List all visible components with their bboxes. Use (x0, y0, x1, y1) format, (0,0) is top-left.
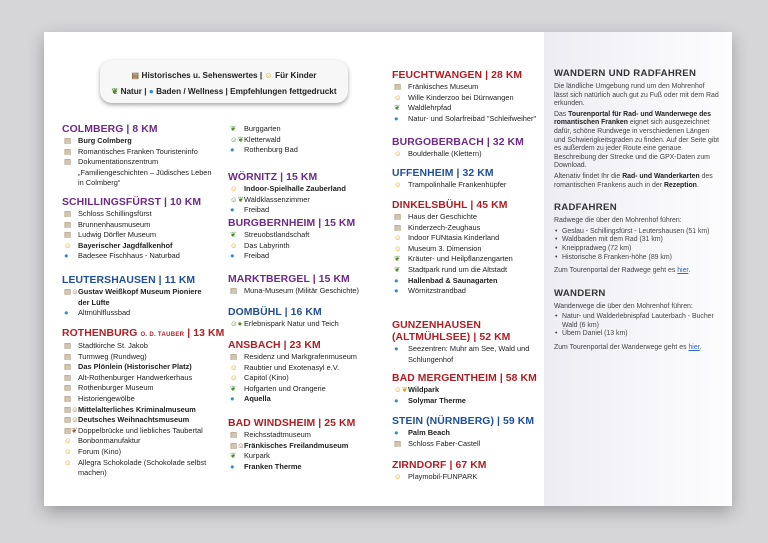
museum-icon: ▤ (64, 209, 72, 218)
section-marktbergel (228, 274, 378, 297)
list-item: ☺ Boulderhalle (Klettern) (394, 149, 482, 158)
section-title-line-2: (ALTMÜHLSEE) | 52 KM (392, 332, 511, 343)
list-item: ☺❦ Wildpark (394, 385, 440, 394)
museum-icon: ▤ (394, 222, 402, 232)
legend-line-2 (100, 84, 348, 100)
list-item: ▤ Kinderzech-Zeughaus (394, 222, 481, 232)
list-item: ☺❦ Waldklassenzimmer (230, 194, 310, 204)
list-item: ▤ Romantisches Franken Touristeninfo (64, 146, 198, 156)
list-item: ● Freibad (230, 251, 270, 261)
list-item: ▤ Fränkisches Museum (394, 82, 479, 91)
list-item: ● Hallenbad & Saunagarten (394, 275, 498, 285)
list-item: ☺ Wille Kinderzoo bei Dürrwangen (394, 92, 514, 102)
list-item: ● Seezentren: Muhr am See, Wald und Schlungenhof (394, 344, 530, 364)
smiley-icon: ☺ (264, 71, 273, 80)
section-title: ANSBACH | 23 KM (228, 340, 321, 351)
section-rothenburg-continued (228, 124, 378, 156)
section-dombuehl (228, 307, 378, 330)
water-drop-icon: ● (394, 428, 399, 437)
tourenportal-paragraph: Das Tourenportal für Rad- und Wanderwege des romantischen Franken eignet sich ausgezeichnet dafür, schöne Rundwege in verschiedenen Längen und Schwierigkeitsgraden zu finden. Auf der Seite gibt es außerdem zu jeder Route eine genaue Beschreibung der Strecke und die GPX-Daten zum Download. (554, 110, 720, 170)
leaf-icon: ☺❦ (230, 134, 244, 144)
list-item: ▤☺ Gustav Weißkopf Museum Pioniere der Lüfte (64, 287, 202, 307)
leaf-icon: ❦ (230, 230, 237, 239)
list-item: ☺ Das Labyrinth (230, 240, 290, 250)
section-zirndorf (392, 460, 542, 483)
section-woernitz (228, 172, 378, 216)
museum-icon: ▤ (230, 352, 238, 361)
leaf-icon: ❦ (111, 87, 119, 96)
museum-icon: ▤ (64, 146, 72, 156)
smiley-icon: ☺ (394, 149, 402, 158)
list-item: ● Solymar Therme (394, 395, 466, 405)
list-item: ☺ Trampolinhalle Frankenhüpfer (394, 180, 507, 189)
leaf-icon: ☺❦ (230, 194, 244, 204)
list-item: ● Wörnitzstrandbad (394, 286, 466, 296)
section-title: FEUCHTWANGEN | 28 KM (392, 70, 523, 81)
museum-icon: ▤ (64, 230, 72, 240)
list-item: ● Rothenburg Bad (230, 145, 298, 155)
water-drop-icon: ● (230, 205, 235, 215)
list-item: • Geslau - Schillingsfürst - Leutershausen (51 km) (554, 228, 720, 237)
water-drop-icon: ● (230, 251, 235, 261)
list-item: ▤ Residenz und Markgrafenmuseum (230, 352, 357, 361)
wanderwege-link[interactable]: hier (688, 344, 700, 352)
museum-icon: ▤ (64, 136, 72, 145)
section-badmergentheim (392, 373, 542, 406)
section-title: WÖRNITZ | 15 KM (228, 172, 318, 183)
list-item: ☺ Raubtier und Exotenasyl e.V. (230, 362, 340, 372)
legend-nature: Natur | (120, 87, 147, 96)
list-item: ▤ Das Plönlein (Historischer Platz) (64, 362, 192, 372)
list-item: ● Palm Beach (394, 428, 450, 437)
leaf-icon: ❦ (230, 124, 237, 133)
legend-box (100, 60, 348, 103)
list-item: ❦ Streuobstlandschaft (230, 230, 310, 239)
section-title: SCHILLINGSFÜRST | 10 KM (62, 197, 202, 208)
smiley-icon: ☺ (394, 472, 402, 481)
museum-icon: ▤☺ (64, 404, 79, 414)
smiley-icon: ☺ (230, 240, 238, 250)
list-item: • Kneippradweg (72 km) (554, 245, 720, 254)
museum-icon: ▤☺ (64, 415, 79, 425)
leaf-icon: ❦ (230, 383, 237, 393)
section-burgbernheim (228, 218, 378, 262)
water-drop-icon: ● (148, 87, 154, 96)
radwege-link-text: Zum Tourenportal der Radwege geht es hier. (554, 267, 691, 275)
list-item: ❦ Kurpark (230, 451, 270, 461)
smiley-icon: ☺ (64, 457, 72, 467)
list-item: ☺ Bayerischer Jagdfalkenhof (64, 240, 173, 250)
museum-icon: ▤ (64, 341, 72, 350)
list-item: ▤☺ Deutsches Weihnachtsmuseum (64, 415, 190, 425)
list-item: ▤ Ludwig Dörfler Museum (64, 230, 157, 240)
legend-bath: Baden / Wellness | (156, 87, 228, 96)
list-item: ☺ Allegra Schokolade (Schokolade selbst machen) (64, 457, 207, 478)
list-item: ▤ Stadtkirche St. Jakob (64, 341, 148, 350)
water-drop-icon: ● (394, 395, 399, 405)
section-title: GUNZENHAUSEN (392, 320, 481, 331)
museum-icon: ▤ (64, 157, 72, 167)
smiley-icon: ☺ (394, 233, 402, 243)
museum-icon: ▤ (394, 82, 402, 91)
list-item: • Historische 8 Franken-höhe (89 km) (554, 254, 720, 263)
list-item: ❦ Hofgarten und Orangerie (230, 383, 326, 393)
radwege-intro: Radwege die über den Mohrenhof führen: (554, 217, 682, 225)
legend-historic: Historisches u. Sehenswertes | (141, 71, 263, 80)
water-drop-icon: ● (230, 145, 235, 155)
water-drop-icon: ● (394, 275, 399, 285)
wandern-radfahren-title: WANDERN UND RADFAHREN (554, 68, 697, 79)
museum-icon: ▤ (394, 212, 402, 221)
museum-icon: ▤ (64, 351, 72, 361)
section-colmberg (62, 124, 212, 189)
museum-icon: ▤☺ (230, 440, 245, 450)
section-ansbach (228, 340, 378, 405)
list-item: ▤ Burg Colmberg (64, 136, 132, 145)
museum-icon: ▤ (230, 430, 238, 439)
water-drop-icon: ● (394, 344, 399, 353)
wanderwege-list (554, 313, 720, 339)
section-title: ROTHENBURG O. D. TAUBER | 13 KM (62, 328, 225, 339)
list-item: ▤ Turmweg (Rundweg) (64, 351, 147, 361)
smiley-icon: ☺ (230, 373, 238, 383)
radwege-list (554, 228, 720, 262)
section-title: BAD WINDSHEIM | 25 KM (228, 418, 356, 429)
list-item: ❦ Stadtpark rund um die Altstadt (394, 264, 508, 274)
list-item: ▤ Schloss Faber-Castell (394, 438, 481, 448)
museum-icon: ▤❦ (64, 425, 78, 435)
water-drop-icon: ● (394, 286, 399, 296)
museum-icon: ▤ (230, 286, 238, 295)
leaf-icon: ❦ (394, 264, 401, 274)
wandern-title: WANDERN (554, 287, 606, 299)
list-item: ▤❦ Doppelbrücke und liebliches Taubertal (64, 425, 203, 435)
list-item: ● Freibad (230, 205, 270, 215)
water-drop-icon: ● (230, 461, 235, 471)
section-title: MARKTBERGEL | 15 KM (228, 274, 350, 285)
list-item: ▤ Alt-Rothenburger Handwerkerhaus (64, 372, 193, 382)
list-item: ☺ Forum (Kino) (64, 446, 122, 456)
section-title: ZIRNDORF | 67 KM (392, 460, 487, 471)
list-item: ▤ Schloss Schillingsfürst (64, 209, 152, 218)
sidebar-panel (544, 32, 732, 506)
list-item: ▤ Muna-Museum (Militär Geschichte) (230, 286, 359, 295)
list-item: ▤ Reichsstadtmuseum (230, 430, 311, 439)
list-item: • Natur- und Walderlebnispfad Lauterbach - Bucher Wald (6 km) (554, 313, 720, 330)
list-item: ▤ Brunnenhausmuseum (64, 219, 151, 229)
section-leutershausen (62, 275, 212, 319)
list-item: ▤☺ Mittelalterliches Kriminalmuseum (64, 404, 196, 414)
list-item: ▤ Haus der Geschichte (394, 212, 478, 221)
museum-icon: ▤ (131, 71, 140, 80)
museum-icon: ▤☺ (64, 287, 79, 296)
water-drop-icon: ● (394, 113, 399, 123)
list-item: ☺ Indoor-Spielhalle Zauberland (230, 184, 346, 193)
leaf-icon: ☺● (230, 319, 243, 328)
list-item: ❦ Waldlehrpfad (394, 103, 452, 113)
section-title: DOMBÜHL | 16 KM (228, 307, 322, 318)
museum-icon: ▤ (64, 372, 72, 382)
section-rothenburg (62, 328, 225, 479)
list-item: ▤ Dokumentationszentrum „Familiengeschichten – Jüdisches Leben in Colmberg“ (64, 157, 212, 188)
brochure-page (44, 32, 732, 506)
wanderwege-intro: Wanderwege die über den Mohrenhof führen: (554, 302, 693, 310)
list-item: ▤☺ Fränkisches Freilandmuseum (230, 440, 349, 450)
section-title: STEIN (NÜRNBERG) | 59 KM (392, 416, 535, 427)
smiley-icon: ☺ (64, 240, 72, 250)
list-item: ▤ Historiengewölbe (64, 393, 135, 403)
section-title: LEUTERSHAUSEN | 11 KM (62, 275, 196, 286)
list-item: ▤ Rothenburger Museum (64, 383, 154, 393)
leaf-icon: ❦ (230, 451, 237, 461)
list-item: ● Natur- und Solarfreibad "Schleifweiher" (394, 113, 537, 123)
radwege-link[interactable]: hier (677, 267, 689, 275)
list-item: • Übern Daniel (13 km) (554, 330, 720, 339)
water-drop-icon: ● (64, 251, 69, 261)
section-title: BURGBERNHEIM | 15 KM (228, 218, 356, 229)
list-item: ❦ Kräuter- und Heilpflanzengarten (394, 254, 513, 264)
smiley-icon: ☺ (394, 243, 402, 253)
list-item: • Waldbaden mit dem Rad (31 km) (554, 236, 720, 245)
legend-kids: Für Kinder (275, 71, 317, 80)
radfahren-title: RADFAHREN (554, 202, 617, 214)
list-item: ☺❦ Kletterwald (230, 134, 281, 144)
section-title: BAD MERGENTHEIM | 58 KM (392, 373, 537, 384)
legend-line-1 (100, 68, 348, 84)
list-item: ● Aquella (230, 394, 271, 404)
smiley-icon: ☺ (230, 184, 238, 193)
water-drop-icon: ● (230, 394, 235, 404)
section-gunzenhausen (392, 320, 542, 365)
smiley-icon: ☺ (394, 180, 402, 189)
museum-icon: ▤ (64, 362, 72, 372)
list-item: ☺ Playmobil-FUNPARK (394, 472, 478, 481)
list-item: ☺ Museum 3. Dimension (394, 243, 482, 253)
list-item: ❦ Burggarten (230, 124, 281, 133)
smiley-icon: ☺ (394, 92, 402, 102)
section-stein (392, 416, 542, 449)
smiley-icon: ☺❦ (394, 385, 408, 394)
museum-icon: ▤ (394, 438, 402, 448)
section-title: UFFENHEIM | 32 KM (392, 168, 494, 179)
list-item: ☺ Capitol (Kino) (230, 373, 289, 383)
water-drop-icon: ● (64, 308, 69, 318)
legend-recommend: Empfehlungen fettgedruckt (230, 87, 337, 96)
karten-paragraph: Altenativ findet Ihr die Rad- und Wanderkarten des romantischen Frankens auch in der Rezeption. (554, 172, 713, 189)
museum-icon: ▤ (64, 219, 72, 229)
museum-icon: ▤ (64, 383, 72, 393)
section-badwindsheim (228, 418, 378, 472)
section-feuchtwangen (392, 70, 542, 124)
section-title: BURGOBERBACH | 32 KM (392, 137, 524, 148)
list-item: ● Altmühlflussbad (64, 308, 131, 318)
section-title: DINKELSBÜHL | 45 KM (392, 200, 508, 211)
list-item: ● Badesee Fischhaus - Naturbad (64, 251, 180, 261)
museum-icon: ▤ (64, 393, 72, 403)
section-title: COLMBERG | 8 KM (62, 124, 158, 135)
list-item: ☺ Bonbonmanufaktur (64, 436, 141, 446)
smiley-icon: ☺ (64, 436, 72, 446)
smiley-icon: ☺ (230, 362, 238, 372)
list-item: ● Franken Therme (230, 461, 302, 471)
list-item: ☺● Erlebnispark Natur und Teich (230, 319, 339, 328)
intro-paragraph: Die ländliche Umgebung rund um den Mohrenhof lässt sich natürlich auch gut zu Fuß oder mit dem Rad erkunden. (554, 83, 719, 108)
section-schillingsfuerst (62, 197, 212, 262)
section-uffenheim (392, 168, 542, 191)
section-dinkelsbuehl (392, 200, 542, 297)
smiley-icon: ☺ (64, 446, 72, 456)
wanderwege-link-text: Zum Tourenportal der Wanderwege geht es hier. (554, 344, 702, 352)
leaf-icon: ❦ (394, 103, 401, 113)
section-burgoberbach (392, 137, 542, 160)
list-item: ☺ Indoor FUNtasia Kinderland (394, 233, 500, 243)
leaf-icon: ❦ (394, 254, 401, 264)
